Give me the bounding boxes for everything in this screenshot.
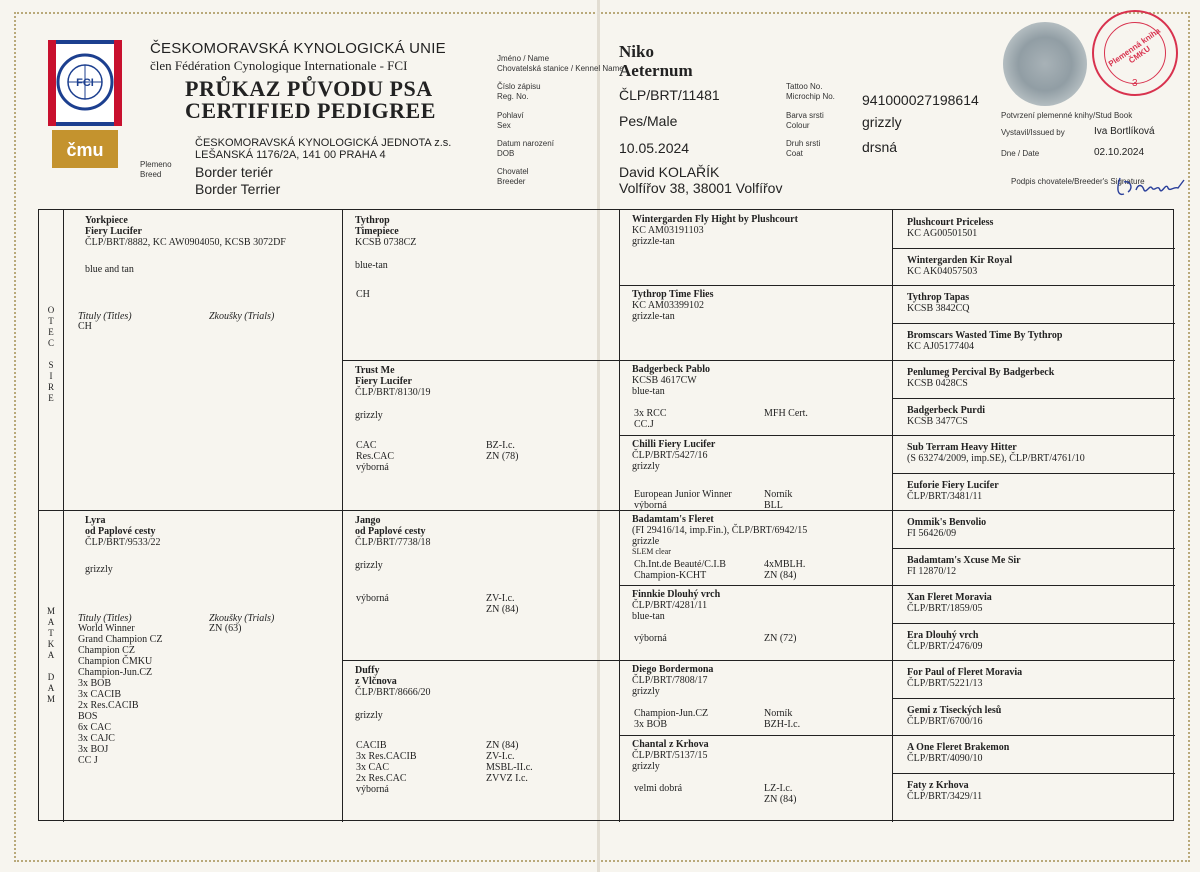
- row-divider: [39, 510, 1175, 511]
- parent-reg: ČLP/BRT/9533/22: [85, 537, 161, 548]
- ancestor-name: Wintergarden Fly Hight by Plushcourt: [632, 214, 798, 225]
- great-grandparent-cell: [907, 517, 1169, 539]
- great-grandparent-reg: KCSB 3477CS: [907, 415, 968, 427]
- row-divider: [892, 698, 1175, 699]
- ancestor-titles: European Junior Winner výborná: [634, 489, 732, 511]
- titles-value: World Winner Grand Champion CZ Champion CZ Champion ČMKU Champion-Jun.CZ 3x BOB 3x CACIB 2x Res.CACIB BOS 6x CAC 3x CAJC 3x BOJ CC J: [78, 623, 163, 766]
- great-grandparent-name: A One Fleret Brakemon: [907, 742, 1010, 753]
- grandparent-reg: ČLP/BRT/8666/20: [355, 687, 431, 698]
- grandparent-titles: CACIB 3x Res.CACIB 3x CAC 2x Res.CAC výborná: [356, 740, 417, 795]
- ancestor-colour: grizzly: [632, 686, 660, 697]
- coat-label: Druh srsti Coat: [786, 139, 821, 158]
- ancestor-colour: grizzle-tan: [632, 311, 675, 322]
- great-grandparent-reg: ČLP/BRT/4090/10: [907, 753, 983, 764]
- row-divider: [892, 248, 1175, 249]
- trials-value: ZN (63): [209, 623, 242, 634]
- great-grandparent-reg: FI 12870/12: [907, 565, 957, 577]
- grandparent-colour: grizzly: [355, 410, 383, 421]
- parent-reg: ČLP/BRT/8882, KC AW0904050, KCSB 3072DF: [85, 237, 286, 248]
- parent-name: od Paplové cesty: [85, 526, 156, 537]
- ancestor-titles: velmi dobrá: [634, 783, 683, 794]
- row-divider: [892, 398, 1175, 399]
- trials-label: Zkoušky (Trials): [209, 311, 275, 322]
- great-grandparent-cell: [907, 330, 1169, 352]
- ancestor-name: Badamtam's Fleret: [632, 514, 714, 525]
- ancestor-trials: MFH Cert.: [764, 408, 808, 419]
- great-grandparent-cell: [907, 405, 1169, 427]
- grandparent-name: Timepiece: [355, 226, 399, 237]
- ancestor-reg: ČLP/BRT/5427/16: [632, 450, 708, 461]
- great-grandparent-name: Wintergarden Kir Royal: [907, 254, 1013, 266]
- ancestor-titles: výborná: [634, 633, 667, 644]
- row-divider: [892, 773, 1175, 774]
- ancestor-reg: ČLP/BRT/7808/17: [632, 675, 708, 686]
- parent-name: Lyra: [85, 515, 106, 526]
- grandparent-titles: CH: [356, 289, 370, 300]
- ancestor-trials: LZ-I.c. ZN (84): [764, 783, 797, 805]
- grandparent-reg: ČLP/BRT/8130/19: [355, 387, 431, 398]
- great-grandparent-name: Faty z Krhova: [907, 779, 969, 791]
- great-grandparent-reg: ČLP/BRT/5221/13: [907, 678, 983, 689]
- ancestor-colour: grizzle: [632, 536, 660, 547]
- great-grandparent-cell: [907, 480, 1169, 502]
- grandparent-name: Trust Me: [355, 365, 395, 376]
- ancestor-cell: [632, 589, 887, 622]
- great-grandparent-name: Bromscars Wasted Time By Tythrop: [907, 329, 1063, 341]
- issued-by-label: Vystavil/Issued by: [1001, 128, 1065, 137]
- titles-label: Tituly (Titles): [78, 311, 132, 322]
- ancestor-name: Chilli Fiery Lucifer: [632, 439, 716, 450]
- grandparent-name: Tythrop: [355, 215, 390, 226]
- parent-colour: blue and tan: [85, 264, 134, 275]
- grandparent-cell: [355, 215, 612, 271]
- breeder-signature: [1112, 170, 1188, 200]
- great-grandparent-cell: [907, 255, 1169, 277]
- great-grandparent-name: Plushcourt Priceless: [907, 217, 994, 228]
- great-grandparent-reg: KC AG00501501: [907, 228, 978, 239]
- great-grandparent-cell: [907, 555, 1169, 577]
- sex-label: Pohlaví Sex: [497, 111, 524, 130]
- ancestor-titles: Champion-Jun.CZ 3x BOB: [634, 708, 709, 730]
- ancestor-trials: Norník BZH-I.c.: [764, 708, 801, 730]
- microchip-value: 941000027198614: [862, 92, 979, 108]
- grandparent-trials: BZ-I.c. ZN (78): [486, 440, 519, 462]
- great-grandparent-reg: ČLP/BRT/2476/09: [907, 640, 983, 652]
- coat-value: drsná: [862, 139, 898, 155]
- grandparent-titles: výborná: [356, 593, 389, 604]
- grandparent-name: Fiery Lucifer: [355, 376, 412, 387]
- dog-name: Niko: [619, 42, 654, 61]
- row-divider: [892, 548, 1175, 549]
- ancestor-name: Chantal z Krhova: [632, 739, 709, 750]
- logo-cmu-text: čmu: [66, 140, 104, 160]
- titles-value: CH: [78, 321, 92, 332]
- ancestor-reg: ČLP/BRT/4281/11: [632, 600, 708, 611]
- ancestor-trials: 4xMBLH. ZN (84): [764, 559, 806, 581]
- pedigree-table: [38, 209, 1174, 821]
- breed-english: Border Terrier: [195, 181, 281, 197]
- great-grandparent-name: For Paul of Fleret Moravia: [907, 667, 1023, 678]
- great-grandparent-name: Era Dlouhý vrch: [907, 629, 979, 641]
- fci-membership: člen Fédération Cynologique Internationale - FCI: [150, 58, 408, 73]
- breeder-name: David KOLAŘÍK: [619, 164, 720, 180]
- grandparent-name: z Vlčnova: [355, 676, 397, 687]
- ancestor-trials: ZN (72): [764, 633, 797, 644]
- great-grandparent-name: Badamtam's Xcuse Me Sir: [907, 554, 1021, 566]
- parent-cell-sire: [85, 215, 338, 275]
- grandparent-name: Jango: [355, 515, 381, 526]
- great-grandparent-name: Xan Fleret Moravia: [907, 592, 992, 603]
- club-name: ČESKOMORAVSKÁ KYNOLOGICKÁ JEDNOTA z.s.: [195, 137, 452, 149]
- row-divider: [342, 660, 1175, 661]
- issued-by-value: Iva Bortlíková: [1094, 126, 1155, 137]
- regno-label: Číslo zápisu Reg. No.: [497, 82, 541, 101]
- great-grandparent-reg: FI 56426/09: [907, 528, 957, 539]
- breed-label: Plemeno Breed: [140, 160, 172, 179]
- ancestor-name: Tythrop Time Flies: [632, 289, 714, 300]
- great-grandparent-cell: [907, 367, 1169, 389]
- ancestor-note: SLEM clear: [632, 547, 671, 556]
- studbook-stamp: Plemenná kniha ČMKU 3: [1092, 10, 1178, 96]
- ancestor-trials: Norník BLL: [764, 489, 793, 511]
- row-divider: [619, 285, 1175, 286]
- column-divider: [619, 210, 620, 822]
- row-divider: [619, 435, 1175, 436]
- name-label: Jméno / Name Chovatelská stanice / Kennel Name: [497, 54, 624, 73]
- great-grandparent-reg: ČLP/BRT/1859/05: [907, 603, 983, 614]
- signature-label: Podpis chovatele/Breeder's Signature: [1011, 177, 1145, 186]
- great-grandparent-reg: ČLP/BRT/3429/11: [907, 790, 983, 802]
- great-grandparent-reg: KC AK04057503: [907, 265, 978, 277]
- ancestor-cell: [632, 289, 887, 322]
- ancestor-cell: [632, 664, 887, 697]
- great-grandparent-name: Euforie Fiery Lucifer: [907, 479, 999, 491]
- row-divider: [619, 585, 1175, 586]
- ancestor-reg: KC AM03191103: [632, 225, 704, 236]
- parent-cell-dam: [85, 515, 338, 575]
- microchip-label: Tattoo No. Microchip No.: [786, 82, 835, 101]
- dam-side-label: M A T K A D A M: [46, 606, 55, 704]
- grandparent-colour: grizzly: [355, 710, 383, 721]
- ancestor-reg: (FI 29416/14, imp.Fin.), ČLP/BRT/6942/15: [632, 525, 808, 536]
- grandparent-name: od Paplové cesty: [355, 526, 426, 537]
- great-grandparent-name: Badgerbeck Purdi: [907, 404, 986, 416]
- dob-label: Datum narození DOB: [497, 139, 554, 158]
- ancestor-cell: [632, 364, 887, 397]
- great-grandparent-cell: [907, 217, 1169, 239]
- dob-value: 10.05.2024: [619, 140, 690, 156]
- great-grandparent-reg: KCSB 0428CS: [907, 378, 968, 389]
- colour-value: grizzly: [862, 114, 902, 130]
- grandparent-colour: grizzly: [355, 560, 383, 571]
- title-czech: PRŮKAZ PŮVODU PSA: [185, 76, 433, 101]
- great-grandparent-cell: [907, 705, 1169, 727]
- grandparent-reg: KCSB 0738CZ: [355, 237, 417, 248]
- grandparent-cell: [355, 515, 612, 571]
- logo-fci-text: FCI: [76, 77, 94, 89]
- date-value: 02.10.2024: [1094, 147, 1145, 158]
- great-grandparent-name: Gemi z Tiseckých lesů: [907, 704, 1002, 716]
- ancestor-titles: Ch.Int.de Beauté/C.I.B Champion-KCHT: [634, 559, 726, 581]
- ancestor-titles: 3x RCC CC.J: [634, 408, 667, 430]
- colour-label: Barva srsti Colour: [786, 111, 824, 130]
- ancestor-name: Finnkie Dlouhý vrch: [632, 589, 721, 600]
- kennel-name: Aeternum: [619, 61, 693, 80]
- breeder-address: Volfířov 38, 38001 Volfířov: [619, 180, 783, 196]
- great-grandparent-cell: [907, 592, 1169, 614]
- ancestor-colour: blue-tan: [632, 386, 665, 397]
- ancestor-cell: [632, 739, 887, 772]
- ancestor-reg: KCSB 4617CW: [632, 375, 697, 386]
- sire-side-label: O T E C S I R E: [47, 305, 55, 403]
- great-grandparent-reg: KC AJ05177404: [907, 340, 974, 352]
- breeder-label: Chovatel Breeder: [497, 167, 529, 186]
- grandparent-trials: ZN (84) ZV-I.c. MSBL-II.c. ZVVZ I.c.: [486, 740, 533, 784]
- trials-label: Zkoušky (Trials): [209, 613, 275, 624]
- great-grandparent-reg: ČLP/BRT/6700/16: [907, 715, 983, 727]
- parent-name: Yorkpiece: [85, 215, 128, 226]
- cmku-fci-logo: [48, 40, 122, 168]
- sex-value: Pes/Male: [619, 113, 678, 129]
- organization-name: ČESKOMORAVSKÁ KYNOLOGICKÁ UNIE: [150, 40, 446, 57]
- holographic-seal: [1003, 22, 1087, 106]
- grandparent-trials: ZV-I.c. ZN (84): [486, 593, 519, 615]
- great-grandparent-cell: [907, 630, 1169, 652]
- row-divider: [892, 473, 1175, 474]
- great-grandparent-cell: [907, 292, 1169, 314]
- grandparent-cell: [355, 665, 612, 721]
- ancestor-reg: ČLP/BRT/5137/15: [632, 750, 708, 761]
- great-grandparent-cell: [907, 442, 1169, 464]
- grandparent-name: Duffy: [355, 665, 380, 676]
- ancestor-cell: [632, 439, 887, 472]
- reg-number: ČLP/BRT/11481: [619, 87, 720, 103]
- grandparent-titles: CAC Res.CAC výborná: [356, 440, 395, 473]
- great-grandparent-reg: (S 63274/2009, imp.SE), ČLP/BRT/4761/10: [907, 453, 1085, 464]
- ancestor-name: Diego Bordermona: [632, 664, 714, 675]
- club-address: LEŠANSKÁ 1176/2A, 141 00 PRAHA 4: [195, 149, 386, 161]
- breed-czech: Border teriér: [195, 164, 273, 180]
- grandparent-cell: [355, 365, 612, 421]
- titles-label: Tituly (Titles): [78, 613, 132, 624]
- row-divider: [892, 623, 1175, 624]
- grandparent-reg: ČLP/BRT/7738/18: [355, 537, 431, 548]
- date-label: Dne / Date: [1001, 149, 1040, 158]
- parent-name: Fiery Lucifer: [85, 226, 142, 237]
- ancestor-colour: blue-tan: [632, 611, 665, 622]
- great-grandparent-reg: ČLP/BRT/3481/11: [907, 490, 983, 502]
- ancestor-colour: grizzly: [632, 461, 660, 472]
- great-grandparent-cell: [907, 667, 1169, 689]
- row-divider: [619, 735, 1175, 736]
- great-grandparent-name: Penlumeg Percival By Badgerbeck: [907, 367, 1055, 378]
- row-divider: [342, 360, 1175, 361]
- column-divider: [892, 210, 893, 822]
- parent-colour: grizzly: [85, 564, 113, 575]
- great-grandparent-cell: [907, 742, 1169, 764]
- great-grandparent-name: Sub Terram Heavy Hitter: [907, 442, 1017, 453]
- ancestor-colour: grizzle-tan: [632, 236, 675, 247]
- title-english: CERTIFIED PEDIGREE: [185, 98, 436, 123]
- column-divider: [63, 210, 64, 822]
- ancestor-cell: [632, 514, 887, 556]
- great-grandparent-name: Tythrop Tapas: [907, 292, 970, 303]
- studbook-label: Potvrzení plemenné knihy/Stud Book: [1001, 111, 1133, 120]
- great-grandparent-reg: KCSB 3842CQ: [907, 303, 970, 314]
- great-grandparent-cell: [907, 780, 1169, 802]
- grandparent-colour: blue-tan: [355, 260, 388, 271]
- great-grandparent-name: Ommik's Benvolio: [907, 517, 987, 528]
- ancestor-reg: KC AM03399102: [632, 300, 704, 311]
- ancestor-colour: grizzly: [632, 761, 660, 772]
- row-divider: [892, 323, 1175, 324]
- ancestor-name: Badgerbeck Pablo: [632, 364, 711, 375]
- ancestor-cell: [632, 214, 887, 247]
- column-divider: [342, 210, 343, 822]
